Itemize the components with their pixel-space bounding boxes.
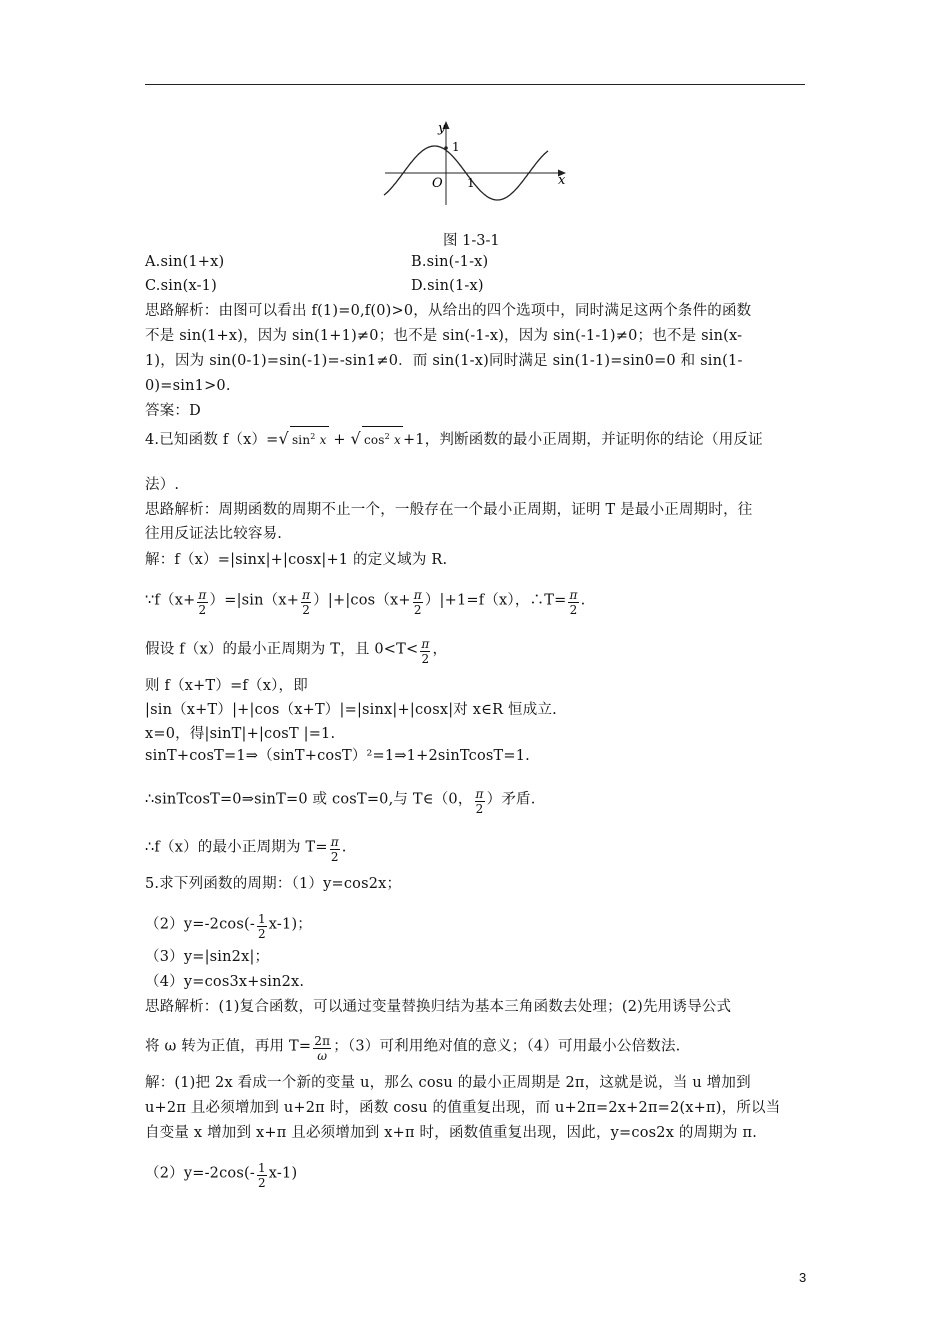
solution4-line-2 bbox=[145, 586, 585, 615]
sol4-a: （2）y=-2cos(- bbox=[145, 1165, 255, 1182]
q4-prefix: 4.已知函数 f（x）= bbox=[145, 432, 279, 448]
frac-den: 2 bbox=[475, 802, 484, 816]
option-d: D.sin(1-x) bbox=[411, 278, 484, 294]
frac-num: π bbox=[421, 637, 430, 651]
solution4-line-6: x=0，得|sinT|+|cosT |=1. bbox=[145, 726, 336, 742]
frac-pi-over-2 bbox=[420, 637, 430, 666]
sol4-b: x-1) bbox=[268, 1165, 298, 1182]
frac-pi-over-2 bbox=[301, 588, 311, 617]
solution5-line-4 bbox=[145, 1159, 297, 1188]
analysis4-line-1: 思路解析：周期函数的周期不止一个，一般存在一个最小正周期，证明 T 是最小正周期时，往 bbox=[145, 502, 753, 518]
solution4-line-5: |sin（x+T）|+|cos（x+T）|=|sinx|+|cosx|对 x∈R 恒成立. bbox=[145, 702, 557, 718]
option-b: B.sin(-1-x) bbox=[411, 254, 489, 270]
page-number: 3 bbox=[799, 1270, 807, 1285]
sqrt-sign-2: √ bbox=[350, 429, 361, 448]
rad2-var: x bbox=[393, 433, 401, 447]
analysis2-a: 将 ω 转为正值，再用 T= bbox=[145, 1038, 312, 1055]
sol9-b: . bbox=[341, 839, 347, 856]
frac-num: π bbox=[569, 588, 578, 602]
frac-one-half bbox=[257, 1161, 267, 1190]
option-row-2 bbox=[145, 276, 484, 296]
frac-num: π bbox=[302, 588, 311, 602]
frac-pi-over-2 bbox=[568, 588, 578, 617]
question-5-part-3: （3）y=|sin2x|； bbox=[145, 949, 270, 965]
header-rule bbox=[145, 84, 805, 85]
frac-num: π bbox=[330, 835, 339, 849]
sol2-d: ）|+1=f（x），∴T= bbox=[424, 592, 567, 609]
question-5-title: 5.求下列函数的周期：（1）y=cos2x； bbox=[145, 876, 402, 892]
analysis3-line-2: 不是 sin(1+x)，因为 sin(1+1)≠0；也不是 sin(-1-x)，因为 sin(-1-1)≠0；也不是 sin(x- bbox=[145, 328, 743, 344]
frac-one-half bbox=[257, 912, 267, 941]
rad1-func: sin bbox=[291, 433, 311, 447]
sol2-c: ）|+|cos（x+ bbox=[313, 592, 411, 609]
answer-3: 答案：D bbox=[145, 403, 201, 419]
sqrt-cos2x: $\cos^2 x$ bbox=[362, 426, 403, 450]
solution4-line-3 bbox=[145, 635, 447, 664]
frac-pi-over-2 bbox=[197, 588, 207, 617]
option-c: C.sin(x-1) bbox=[145, 278, 217, 294]
sqrt-sin2x: $\sin^2 x$ bbox=[290, 426, 329, 450]
solution5-line-1: 解：(1)把 2x 看成一个新的变量 u，那么 cosu 的最小正周期是 2π，这就是说，当 u 增加到 bbox=[145, 1075, 751, 1091]
frac-num: π bbox=[475, 787, 484, 801]
option-a: A.sin(1+x) bbox=[145, 254, 225, 270]
sol8-b: ）矛盾. bbox=[486, 791, 536, 808]
frac-2pi-over-omega bbox=[313, 1034, 331, 1063]
sol8-a: ∴sinTcosT=0⇒sinT=0 或 cosT=0,与 T∈（0， bbox=[145, 791, 473, 808]
analysis4-line-2: 往用反证法比较容易. bbox=[145, 526, 283, 542]
frac-pi-over-2 bbox=[413, 588, 423, 617]
sine-graph-figure bbox=[383, 117, 568, 209]
sol3-a: 假设 f（x）的最小正周期为 T，且 0<T< bbox=[145, 641, 419, 658]
analysis5-line-2 bbox=[145, 1032, 680, 1061]
question-5-part-4: （4）y=cos3x+sin2x. bbox=[145, 974, 305, 990]
solution5-line-2: u+2π 且必须增加到 u+2π 时，函数 cosu 的值重复出现，而 u+2π=2x+2π=2(x+π)，所以当 bbox=[145, 1100, 781, 1116]
q4-suffix: +1，判断函数的最小正周期，并证明你的结论（用反证 bbox=[402, 432, 763, 448]
p2-a: （2）y=-2cos(- bbox=[145, 916, 255, 933]
frac-den: 2 bbox=[257, 1176, 266, 1190]
analysis5-line-1: 思路解析：(1)复合函数，可以通过变量替换归结为基本三角函数去处理；(2)先用诱导公式 bbox=[145, 999, 732, 1015]
rad1-var: x bbox=[319, 433, 327, 447]
sol2-b: ）=|sin（x+ bbox=[209, 592, 300, 609]
x-axis-label: x bbox=[558, 173, 566, 188]
sol9-a: ∴f（x）的最小正周期为 T= bbox=[145, 839, 328, 856]
frac-pi-over-2 bbox=[475, 787, 485, 816]
frac-num: π bbox=[413, 588, 422, 602]
frac-num: π bbox=[198, 588, 207, 602]
frac-pi-over-2 bbox=[330, 835, 340, 864]
frac-den: ω bbox=[317, 1049, 328, 1063]
x-tick-label: 1 bbox=[467, 176, 475, 190]
sol2-a: ∵f（x+ bbox=[145, 592, 196, 609]
question-5-part-2 bbox=[145, 910, 312, 939]
y-axis-label: y bbox=[438, 121, 446, 136]
p2-b: x-1)； bbox=[268, 916, 313, 933]
frac-den: 2 bbox=[257, 927, 266, 941]
frac-den: 2 bbox=[302, 603, 311, 617]
solution5-line-3: 自变量 x 增加到 x+π 且必须增加到 x+π 时，函数值重复出现，因此，y=cos2x 的周期为 π. bbox=[145, 1125, 758, 1141]
sol3-b: ， bbox=[432, 641, 448, 658]
question-4-line-2: 法）. bbox=[145, 477, 180, 493]
frac-num: 1 bbox=[257, 1161, 266, 1175]
rad2-func: cos bbox=[363, 433, 385, 447]
sol2-e: . bbox=[580, 592, 586, 609]
y-intercept-point bbox=[444, 146, 448, 150]
sqrt-sign-1: √ bbox=[278, 429, 289, 448]
analysis3-line-3: 1)，因为 sin(0-1)=sin(-1)=-sin1≠0．而 sin(1-x)同时满足 sin(1-1)=sin0=0 和 sin(1- bbox=[145, 353, 743, 369]
frac-den: 2 bbox=[569, 603, 578, 617]
question-4-stem: 4.已知函数 f（x）=√ $\sin^2 x$ + √ $\cos^2 x +1$，判断函数的最小正周期，并证明你的结论（用反证 bbox=[145, 426, 763, 450]
figure-caption: 图 1-3-1 bbox=[443, 233, 500, 249]
frac-den: 2 bbox=[421, 652, 430, 666]
solution4-line-1: 解：f（x）=|sinx|+|cosx|+1 的定义域为 R. bbox=[145, 552, 448, 568]
origin-label: O bbox=[432, 176, 443, 191]
frac-den: 2 bbox=[198, 603, 207, 617]
analysis3-line-4: 0)=sin1>0. bbox=[145, 378, 231, 394]
solution4-line-8 bbox=[145, 785, 536, 814]
analysis2-b: ；（3）可利用绝对值的意义；（4）可用最小公倍数法. bbox=[333, 1038, 681, 1055]
analysis3-line-1: 思路解析：由图可以看出 f(1)=0,f(0)>0，从给出的四个选项中，同时满足这两个条件的函数 bbox=[145, 303, 752, 319]
solution4-line-7: sinT+cosT=1⇒（sinT+cosT）²=1⇒1+2sinTcosT=1. bbox=[145, 748, 530, 764]
frac-num: 1 bbox=[257, 912, 266, 926]
frac-den: 2 bbox=[413, 603, 422, 617]
y-tick-label: 1 bbox=[452, 140, 460, 154]
frac-num: 2π bbox=[314, 1034, 331, 1048]
solution4-line-4: 则 f（x+T）=f（x），即 bbox=[145, 678, 308, 694]
option-row-1 bbox=[145, 252, 489, 272]
frac-den: 2 bbox=[330, 850, 339, 864]
solution4-line-9 bbox=[145, 833, 347, 862]
